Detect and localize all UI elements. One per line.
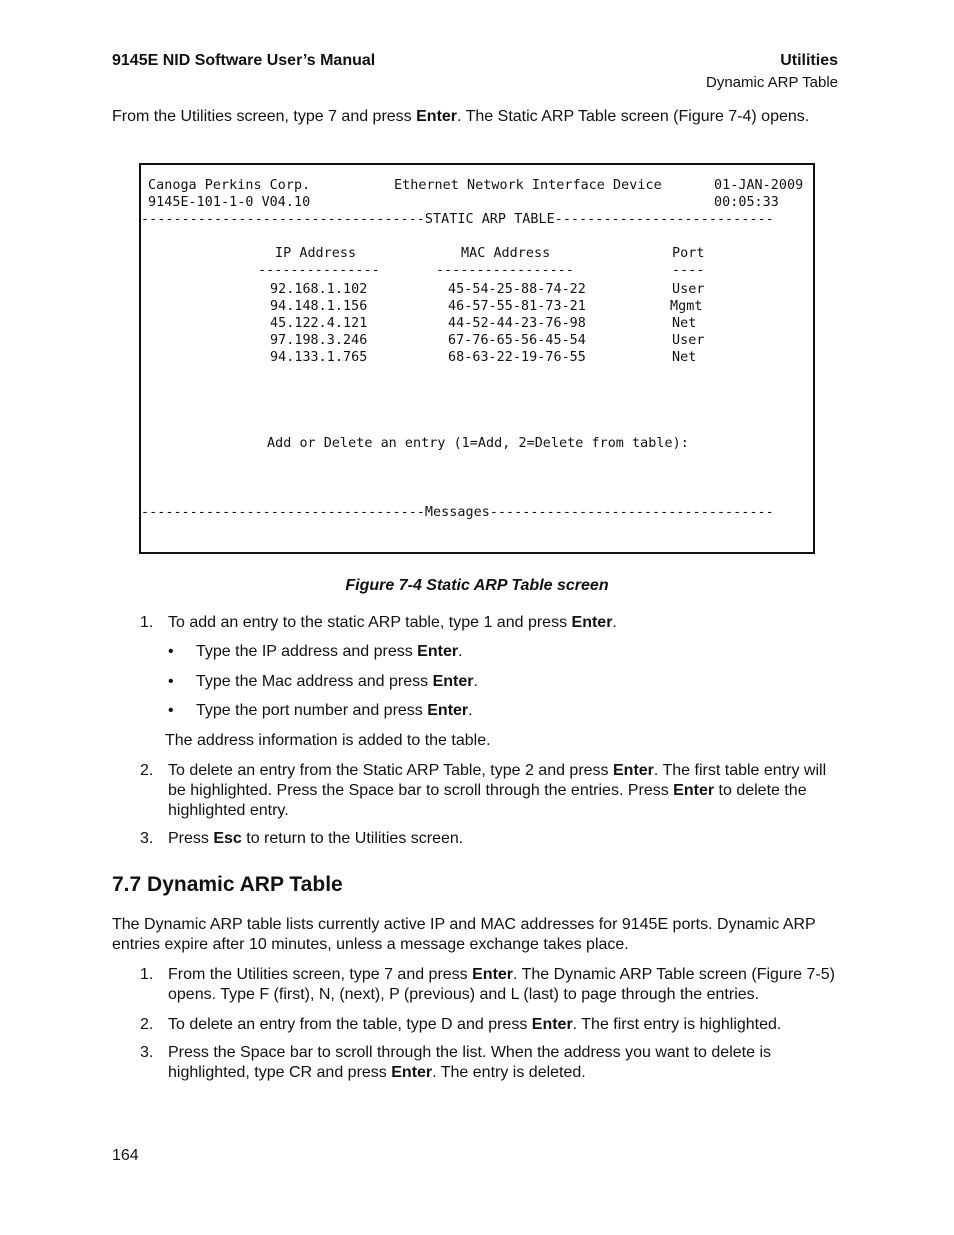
col-header-port: Port bbox=[672, 246, 705, 261]
table-row-mac: 68-63-22-19-76-55 bbox=[448, 350, 586, 365]
col-header-ip: IP Address bbox=[275, 246, 357, 261]
messages-rule: -----------------------------------Messages----------------------------------- bbox=[141, 505, 774, 520]
section-subtitle: Dynamic ARP Table bbox=[705, 74, 838, 91]
device-name: Ethernet Network Interface Device bbox=[394, 178, 662, 193]
underline-ip: --------------- bbox=[258, 263, 380, 278]
software-version: 9145E-101-1-0 V04.10 bbox=[148, 195, 311, 210]
table-row-mac: 45-54-25-88-74-22 bbox=[448, 282, 586, 297]
table-row-mac: 44-52-44-23-76-98 bbox=[448, 316, 586, 331]
manual-title: 9145E NID Software User’s Manual bbox=[112, 52, 376, 69]
list-item: 2. To delete an entry from the table, type D and press Enter. The first entry is highlighted. bbox=[140, 1016, 782, 1033]
table-row-ip: 94.148.1.156 bbox=[270, 299, 368, 314]
screen-time: 00:05:33 bbox=[714, 195, 779, 210]
table-row-ip: 92.168.1.102 bbox=[270, 282, 368, 297]
company-name: Canoga Perkins Corp. bbox=[148, 178, 311, 193]
list-item: 2. To delete an entry from the Static ARP Table, type 2 and press Enter. The first table entry will be highlighted. Press the Space bar to scroll through the entries. Press Enter to delete the highlighted entry. bbox=[140, 762, 827, 819]
dynamic-intro-paragraph: The Dynamic ARP table lists currently active IP and MAC addresses for 9145E ports. Dynamic ARP entries expire after 10 minutes, unless a message exchange takes place. bbox=[112, 916, 816, 953]
bullet-item: • Type the IP address and press Enter. bbox=[168, 643, 463, 660]
table-row-mac: 46-57-55-81-73-21 bbox=[448, 299, 586, 314]
list-item: 3. Press the Space bar to scroll through the list. When the address you want to delete is highlighted, type CR and press Enter. The entry is deleted. bbox=[140, 1044, 771, 1081]
add-delete-prompt[interactable]: Add or Delete an entry (1=Add, 2=Delete from table): bbox=[267, 436, 689, 451]
table-row-port: Net bbox=[672, 350, 697, 365]
chapter-title: Utilities bbox=[780, 52, 838, 69]
section-heading: 7.7 Dynamic ARP Table bbox=[112, 873, 343, 896]
screen-date: 01-JAN-2009 bbox=[714, 178, 804, 193]
static-arp-title-rule: -----------------------------------STATIC ARP TABLE--------------------------- bbox=[141, 212, 774, 227]
bullet-item: • Type the Mac address and press Enter. bbox=[168, 673, 478, 690]
list-item: 3. Press Esc to return to the Utilities screen. bbox=[140, 830, 464, 847]
terminal-screen bbox=[139, 163, 815, 554]
table-row-ip: 94.133.1.765 bbox=[270, 350, 368, 365]
intro-paragraph: From the Utilities screen, type 7 and press Enter. The Static ARP Table screen (Figure 7-4) opens. bbox=[112, 108, 810, 125]
table-row-port: User bbox=[672, 333, 705, 348]
table-row-port: Net bbox=[672, 316, 697, 331]
added-note: The address information is added to the table. bbox=[165, 732, 491, 749]
table-row-ip: 45.122.4.121 bbox=[270, 316, 368, 331]
table-row-port: User bbox=[672, 282, 705, 297]
table-row-port: Mgmt bbox=[670, 299, 703, 314]
underline-mac: ----------------- bbox=[436, 263, 574, 278]
col-header-mac: MAC Address bbox=[461, 246, 551, 261]
page-number: 164 bbox=[112, 1147, 139, 1164]
list-item: 1. To add an entry to the static ARP table, type 1 and press Enter. bbox=[140, 614, 617, 631]
bullet-item: • Type the port number and press Enter. bbox=[168, 702, 473, 719]
list-item: 1. From the Utilities screen, type 7 and press Enter. The Dynamic ARP Table screen (Figure 7-5) opens. Type F (first), N, (next), P (previous) and L (last) to page through the entries. bbox=[140, 966, 835, 1003]
figure-caption: Figure 7-4 Static ARP Table screen bbox=[345, 577, 609, 594]
table-row-mac: 67-76-65-56-45-54 bbox=[448, 333, 586, 348]
table-row-ip: 97.198.3.246 bbox=[270, 333, 368, 348]
underline-port: ---- bbox=[672, 263, 705, 278]
